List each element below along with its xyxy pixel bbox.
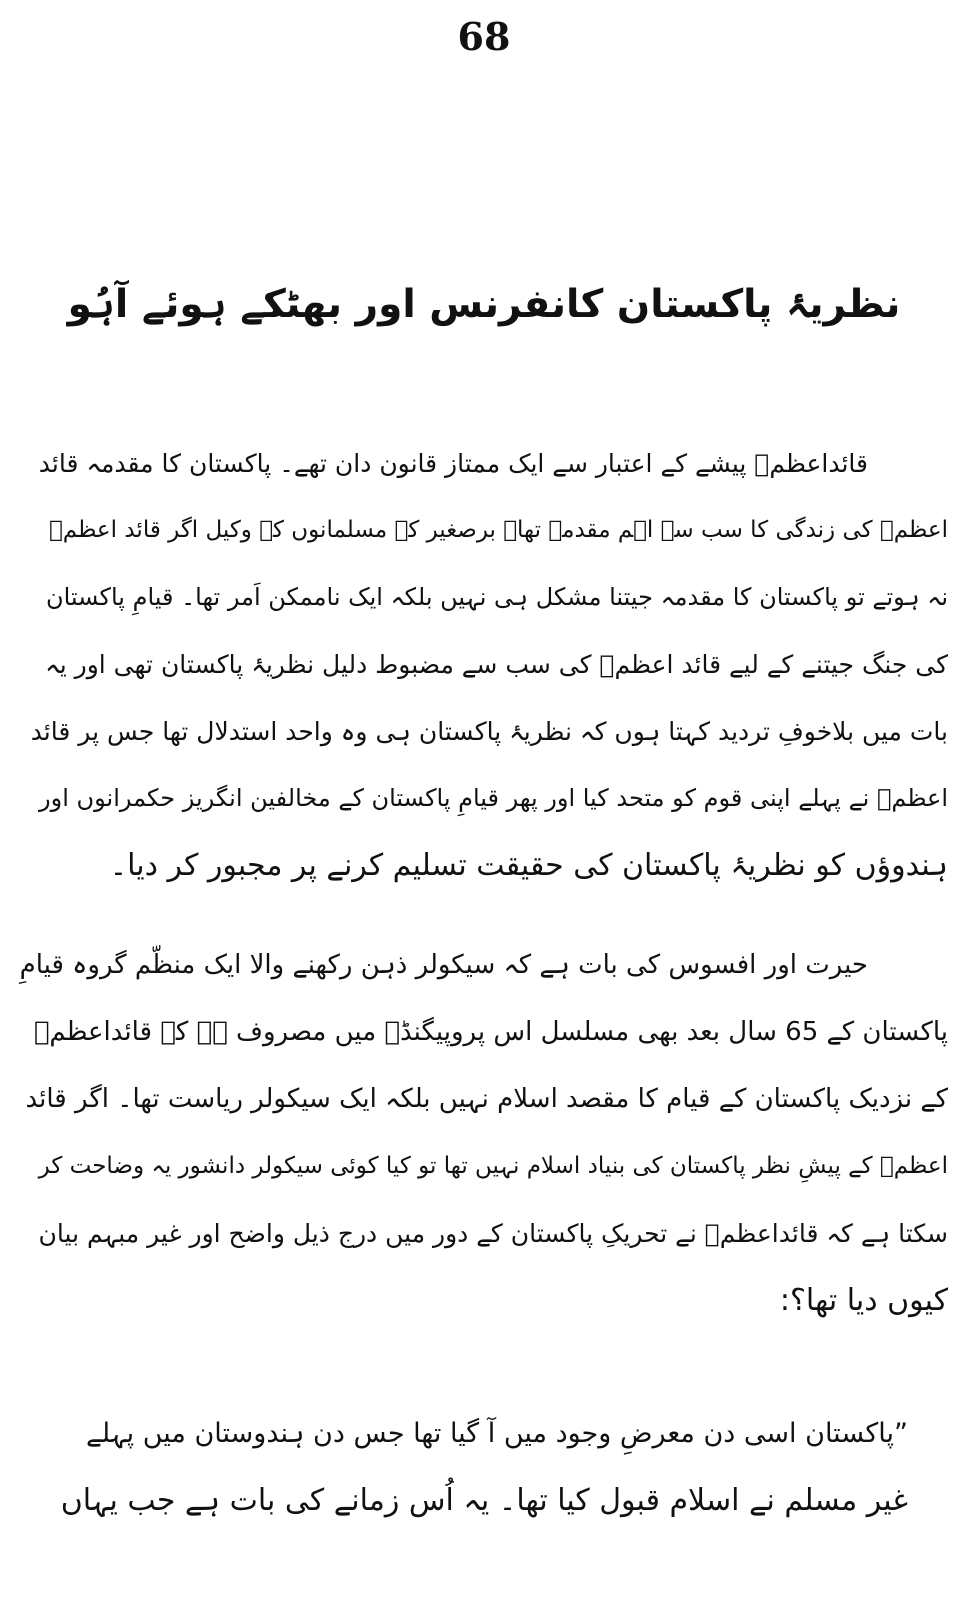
paragraph-line: اعظمؒ کی زندگی کا سب سے اہم مقدمہ تھا۔ برصغیر کے مسلمانوں کے وکیل اگر قائد اعظمؒ — [48, 517, 948, 543]
paragraph-line: اعظمؒ نے پہلے اپنی قوم کو متحد کیا اور پھر قیامِ پاکستان کے مخالفین انگریز حکمرانوں اور — [39, 784, 948, 812]
paragraph-1 — [20, 430, 948, 899]
paragraph-line: پاکستان کے 65 سال بعد بھی مسلسل اس پروپیگنڈے میں مصروف ہے کہ قائداعظمؒ — [33, 1017, 948, 1047]
quote-line: ”پاکستان اسی دن معرضِ وجود میں آ گیا تھا جس دن ہندوستان میں پہلے — [86, 1418, 908, 1449]
paragraph-2 — [20, 932, 948, 1334]
page-number: 68 — [457, 14, 511, 59]
paragraph-line: سکتا ہے کہ قائداعظمؒ نے تحریکِ پاکستان کے دور میں درج ذیل واضح اور غیر مبہم بیان — [38, 1219, 948, 1248]
paragraph-line: بات میں بلاخوفِ تردید کہتا ہوں کہ نظریۂ پاکستان ہی وہ واحد استدلال تھا جس پر قائد — [30, 717, 948, 746]
paragraph-line: حیرت اور افسوس کی بات ہے کہ سیکولر ذہن رکھنے والا ایک منظّم گروہ قیامِ — [19, 950, 868, 980]
paragraph-line: کی جنگ جیتنے کے لیے قائد اعظمؒ کی سب سے مضبوط دلیل نظریۂ پاکستان تھی اور یہ — [45, 650, 948, 679]
paragraph-line: نہ ہوتے تو پاکستان کا مقدمہ جیتنا مشکل ہی نہیں بلکہ ایک ناممکن اَمر تھا۔ قیامِ پاکستان — [45, 583, 948, 611]
paragraph-line: اعظمؒ کے پیشِ نظر پاکستان کی بنیاد اسلام نہیں تھا تو کیا کوئی سیکولر دانشور یہ وضاحت کر — [38, 1153, 948, 1179]
paragraph-line: کے نزدیک پاکستان کے قیام کا مقصد اسلام نہیں بلکہ ایک سیکولر ریاست تھا۔ اگر قائد — [25, 1084, 948, 1114]
paragraph-line: ہندوؤں کو نظریۂ پاکستان کی حقیقت تسلیم کرنے پر مجبور کر دیا۔ — [109, 848, 948, 883]
block-quote — [60, 1400, 908, 1534]
chapter-title: نظریۂ پاکستان کانفرنس اور بھٹکے ہوئے آہُو — [67, 282, 901, 327]
quote-line: غیر مسلم نے اسلام قبول کیا تھا۔ یہ اُس زمانے کی بات ہے جب یہاں — [60, 1483, 908, 1518]
paragraph-line: کیوں دیا تھا؟: — [779, 1283, 948, 1318]
paragraph-line: قائداعظمؒ پیشے کے اعتبار سے ایک ممتاز قانون دان تھے۔ پاکستان کا مقدمہ قائد — [38, 449, 868, 478]
